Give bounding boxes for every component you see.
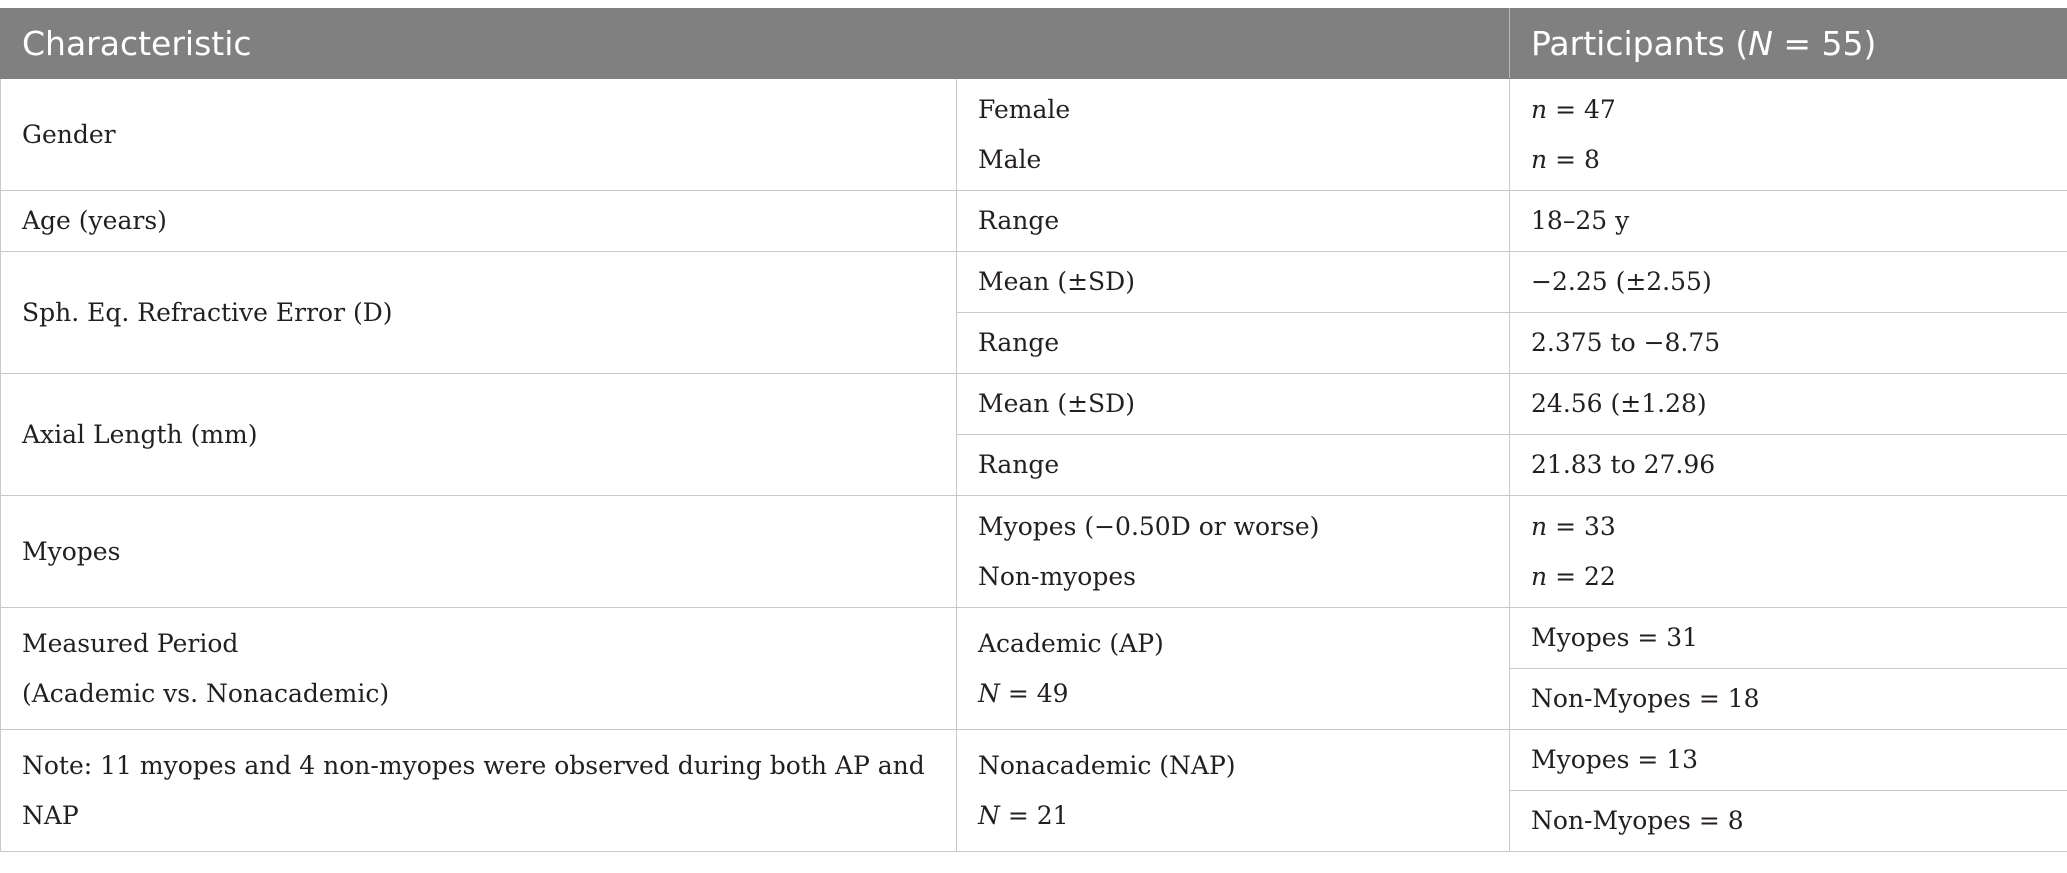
myopes-n2: n — [1531, 561, 1548, 591]
gender-male: Male — [978, 144, 1042, 174]
table-row-age — [1, 191, 2067, 252]
note-sub2-count: = 21 — [999, 800, 1069, 830]
sph-label: Sph. Eq. Refractive Error (D) — [1, 252, 957, 374]
gender-female-count: = 47 — [1547, 94, 1616, 124]
header-participants-n: N — [1748, 24, 1773, 63]
period-label-1: Measured Period — [22, 628, 239, 658]
table-row-note-1 — [1, 730, 2067, 791]
period-label — [1, 608, 957, 730]
characteristics-table — [0, 8, 2067, 852]
gender-female-value — [1531, 85, 2067, 135]
note-sub1: Nonacademic (NAP) — [978, 750, 1236, 780]
header-participants — [1510, 9, 2067, 79]
period-sub2-count: = 49 — [999, 678, 1069, 708]
note-sub2-n: N — [978, 800, 1000, 830]
myopes-value1 — [1531, 502, 2067, 552]
note-value2: Non-Myopes = 8 — [1510, 791, 2067, 852]
note-sub — [957, 730, 1510, 852]
period-sub — [957, 608, 1510, 730]
sph-range-sub: Range — [957, 313, 1510, 374]
myopes-count2: = 22 — [1547, 561, 1616, 591]
gender-male-n: n — [1531, 144, 1548, 174]
axial-mean-value: 24.56 (±1.28) — [1510, 374, 2067, 435]
header-characteristic: Characteristic — [1, 9, 1510, 79]
gender-male-value — [1531, 135, 2067, 185]
axial-mean-sub: Mean (±SD) — [957, 374, 1510, 435]
age-value: 18–25 y — [1510, 191, 2067, 252]
axial-label: Axial Length (mm) — [1, 374, 957, 496]
header-participants-suffix: = 55) — [1772, 24, 1877, 63]
gender-label: Gender — [1, 79, 957, 191]
table-row-myopes — [1, 496, 2067, 608]
note-label: Note: 11 myopes and 4 non-myopes were observed during both AP and NAP — [1, 730, 957, 852]
gender-male-count: = 8 — [1547, 144, 1600, 174]
gender-female-n: n — [1531, 94, 1548, 124]
header-row — [1, 9, 2067, 79]
note-value1: Myopes = 13 — [1510, 730, 2067, 791]
myopes-n1: n — [1531, 511, 1548, 541]
sph-mean-value: −2.25 (±2.55) — [1510, 252, 2067, 313]
myopes-sub — [957, 496, 1510, 608]
myopes-values — [1510, 496, 2067, 608]
age-sub: Range — [957, 191, 1510, 252]
period-sub2 — [978, 669, 1509, 719]
table-row-gender — [1, 79, 2067, 191]
note-sub2 — [978, 791, 1509, 841]
period-sub1: Academic (AP) — [978, 628, 1164, 658]
table-row-period-1 — [1, 608, 2067, 669]
myopes-sub2: Non-myopes — [978, 561, 1136, 591]
gender-sub — [957, 79, 1510, 191]
age-label: Age (years) — [1, 191, 957, 252]
period-value2: Non-Myopes = 18 — [1510, 669, 2067, 730]
gender-female: Female — [978, 94, 1071, 124]
table-row-axial-mean — [1, 374, 2067, 435]
axial-range-sub: Range — [957, 435, 1510, 496]
myopes-value2 — [1531, 552, 2067, 602]
axial-range-value: 21.83 to 27.96 — [1510, 435, 2067, 496]
period-value1: Myopes = 31 — [1510, 608, 2067, 669]
myopes-label: Myopes — [1, 496, 957, 608]
myopes-sub1: Myopes (−0.50D or worse) — [978, 511, 1320, 541]
gender-values — [1510, 79, 2067, 191]
header-participants-prefix: Participants ( — [1531, 24, 1749, 63]
myopes-count1: = 33 — [1547, 511, 1616, 541]
sph-range-value: 2.375 to −8.75 — [1510, 313, 2067, 374]
sph-mean-sub: Mean (±SD) — [957, 252, 1510, 313]
table-row-sph-mean — [1, 252, 2067, 313]
period-label-2: (Academic vs. Nonacademic) — [22, 678, 390, 708]
period-sub2-n: N — [978, 678, 1000, 708]
